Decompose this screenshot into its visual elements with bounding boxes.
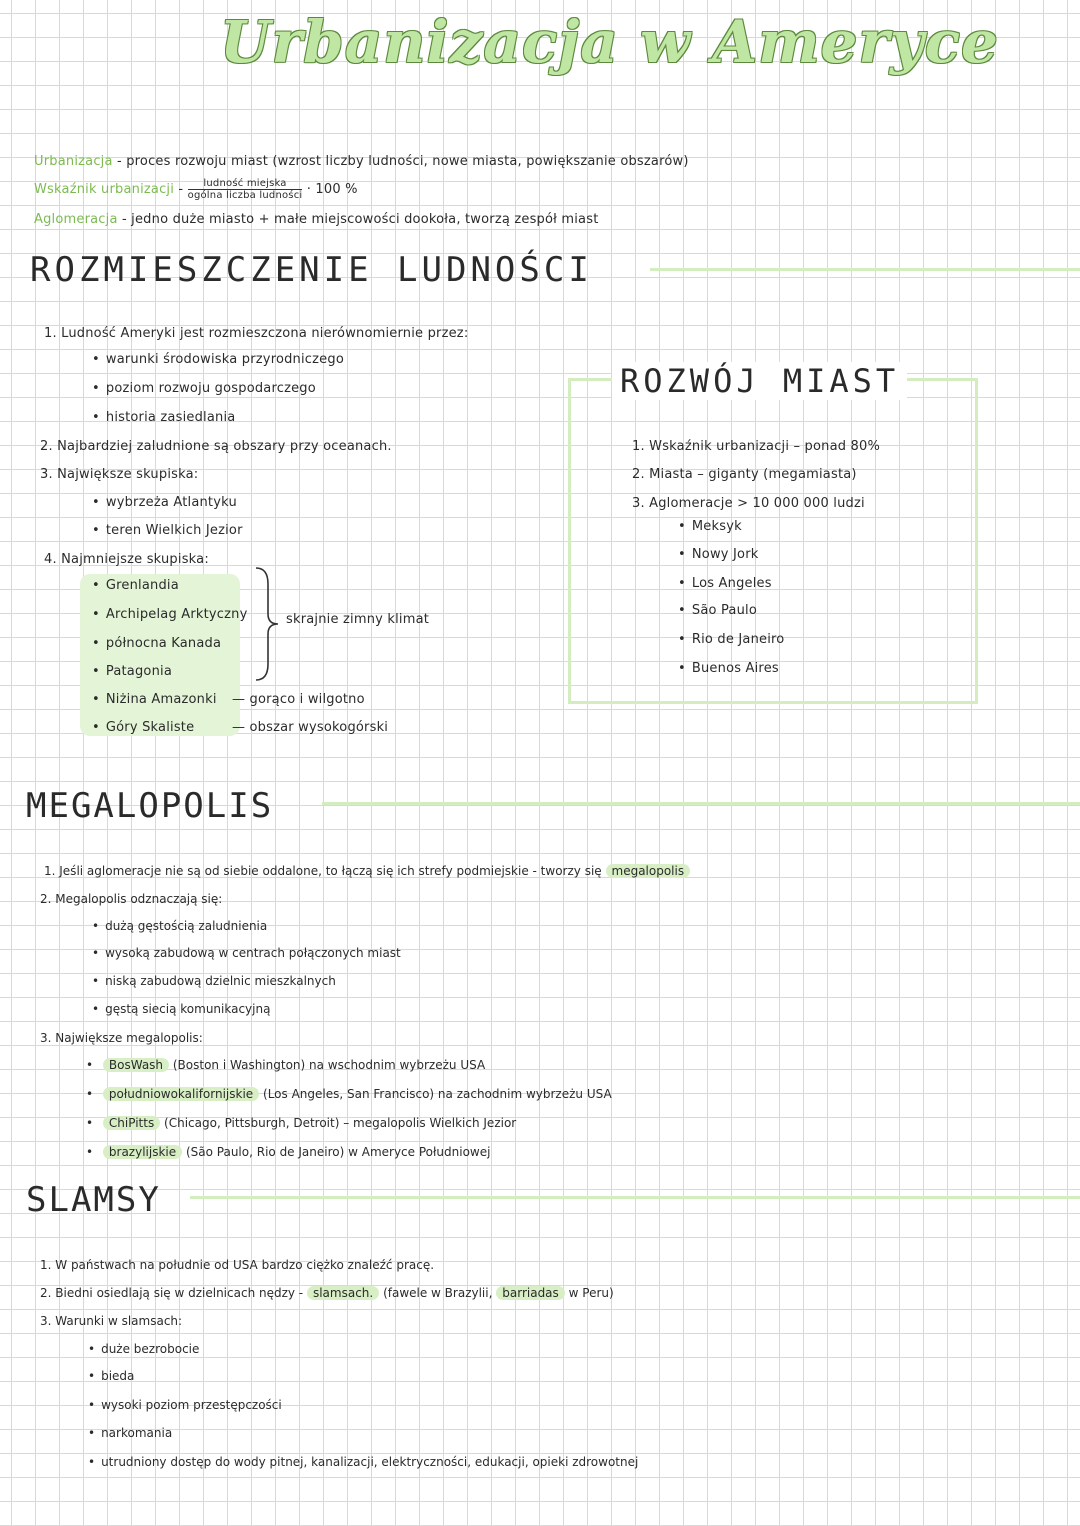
- list-item: • historia zasiedlania: [92, 410, 235, 425]
- list-item: • gęstą siecią komunikacyjną: [92, 1002, 270, 1016]
- list-item: • Grenlandia: [92, 578, 179, 593]
- list-text: (fawele w Brazylii,: [383, 1286, 493, 1300]
- list-item: • bieda: [88, 1369, 134, 1383]
- list-item: [86, 1145, 490, 1159]
- list-item: • północna Kanada: [92, 636, 221, 651]
- list-item: • warunki środowiska przyrodniczego: [92, 352, 344, 367]
- list-item: 1. Ludność Ameryki jest rozmieszczona nierównomiernie przez:: [44, 326, 469, 341]
- list-item: • narkomania: [88, 1426, 172, 1440]
- list-item: 2. Miasta – giganty (megamiasta): [632, 467, 857, 482]
- list-item: 2. Najbardziej zaludnione są obszary przy oceanach.: [40, 439, 392, 454]
- term: Wskaźnik urbanizacji: [34, 182, 175, 197]
- section-heading-megalopolis: MEGALOPOLIS: [26, 786, 274, 826]
- city-item: • Rio de Janeiro: [678, 632, 784, 647]
- list-item: • niską zabudową dzielnic mieszkalnych: [92, 974, 336, 988]
- rozwoj-box: [568, 378, 978, 704]
- list-item: • Archipelag Arktyczny: [92, 607, 248, 622]
- list-item: • teren Wielkich Jezior: [92, 523, 243, 538]
- list-text: (Los Angeles, San Francisco) na zachodnim wybrzeżu USA: [263, 1087, 612, 1101]
- list-note: — gorąco i wilgotno: [232, 692, 365, 707]
- list-item: • duże bezrobocie: [88, 1342, 199, 1356]
- heading-underline: [190, 1196, 1080, 1199]
- city-item: • Nowy Jork: [678, 547, 758, 562]
- list-item: [44, 864, 690, 878]
- definition-wskaznik: Wskaźnik urbanizacji - $\frac{\text{ludność miejska}}{\text{ogólna liczba ludności}}$ · 100 %: [34, 178, 358, 201]
- list-item: 1. W państwach na południe od USA bardzo ciężko znaleźć pracę.: [40, 1258, 435, 1272]
- list-item: 3. Warunki w slamsach:: [40, 1314, 183, 1328]
- list-item: • wybrzeża Atlantyku: [92, 495, 237, 510]
- list-note: — obszar wysokogórski: [232, 720, 389, 735]
- definition-text: - proces rozwoju miast (wzrost liczby ludności, nowe miasta, powiększanie obszarów): [117, 154, 689, 169]
- section-heading-rozmieszczenie: ROZMIESZCZENIE LUDNOŚCI: [30, 250, 593, 290]
- heading-underline: [650, 268, 1080, 271]
- highlight: barriadas: [496, 1286, 565, 1300]
- list-item: 2. Megalopolis odznaczają się:: [40, 892, 223, 906]
- list-item: [40, 1286, 614, 1300]
- list-item: • poziom rozwoju gospodarczego: [92, 381, 316, 396]
- list-item: • Niżina Amazonki: [92, 692, 217, 707]
- list-item: 3. Największe megalopolis:: [40, 1031, 203, 1045]
- brace-icon: [254, 566, 280, 682]
- definition-urbanizacja: [34, 154, 689, 169]
- list-text: 1. Jeśli aglomeracje nie są od siebie oddalone, to łączą się ich strefy podmiejskie - tworzy się: [44, 864, 602, 878]
- city-item: • Los Angeles: [678, 576, 772, 591]
- list-item: • Góry Skaliste: [92, 720, 194, 735]
- suffix: · 100 %: [306, 182, 358, 197]
- highlight: megalopolis: [606, 864, 691, 878]
- list-text: (São Paulo, Rio de Janeiro) w Ameryce Południowej: [185, 1145, 491, 1159]
- term: Urbanizacja: [34, 154, 113, 169]
- numerator: ludność miejska: [188, 178, 303, 190]
- list-item: • utrudniony dostęp do wody pitnej, kanalizacji, elektryczności, edukacji, opieki zdrowotnej: [88, 1455, 638, 1469]
- section-heading-rozwoj: ROZWÓJ MIAST: [612, 362, 907, 400]
- list-item: • Patagonia: [92, 664, 172, 679]
- list-item: 3. Największe skupiska:: [40, 467, 199, 482]
- city-item: • Meksyk: [678, 519, 742, 534]
- city-item: • São Paulo: [678, 603, 757, 618]
- list-item: • dużą gęstością zaludnienia: [92, 919, 267, 933]
- highlight-block: [80, 574, 240, 736]
- list-text: (Chicago, Pittsburgh, Detroit) – megalopolis Wielkich Jezior: [164, 1116, 517, 1130]
- list-text: (Boston i Washington) na wschodnim wybrzeżu USA: [172, 1058, 486, 1072]
- list-text: w Peru): [568, 1286, 614, 1300]
- heading-underline: [322, 802, 1080, 805]
- list-item: [86, 1058, 485, 1072]
- list-item: • wysoki poziom przestępczości: [88, 1398, 282, 1412]
- highlight: ChiPitts: [103, 1116, 160, 1130]
- highlight: południowokalifornijskie: [103, 1087, 259, 1101]
- section-heading-slamsy: SLAMSY: [26, 1180, 161, 1220]
- list-text: 2. Biedni osiedlają się w dzielnicach nędzy -: [40, 1286, 304, 1300]
- city-item: • Buenos Aires: [678, 661, 779, 676]
- list-item: 1. Wskaźnik urbanizacji – ponad 80%: [632, 439, 881, 454]
- highlight: brazylijskie: [103, 1145, 182, 1159]
- highlight: slamsach.: [307, 1286, 379, 1300]
- definition-aglomeracja: [34, 212, 599, 227]
- fraction: [188, 178, 303, 201]
- list-item: • wysoką zabudową w centrach połączonych miast: [92, 946, 401, 960]
- highlight: BosWash: [103, 1058, 169, 1072]
- denominator: ogólna liczba ludności: [187, 190, 303, 201]
- list-item: [86, 1087, 612, 1101]
- list-item: 3. Aglomeracje > 10 000 000 ludzi: [632, 496, 865, 511]
- list-item: [86, 1116, 516, 1130]
- page-title: Urbanizacja w Ameryce: [220, 8, 999, 76]
- definition-text: - jedno duże miasto + małe miejscowości dookoła, tworzą zespół miast: [121, 212, 599, 227]
- list-item: 4. Najmniejsze skupiska:: [44, 552, 209, 567]
- brace-note: skrajnie zimny klimat: [286, 612, 430, 627]
- term: Aglomeracja: [34, 212, 118, 227]
